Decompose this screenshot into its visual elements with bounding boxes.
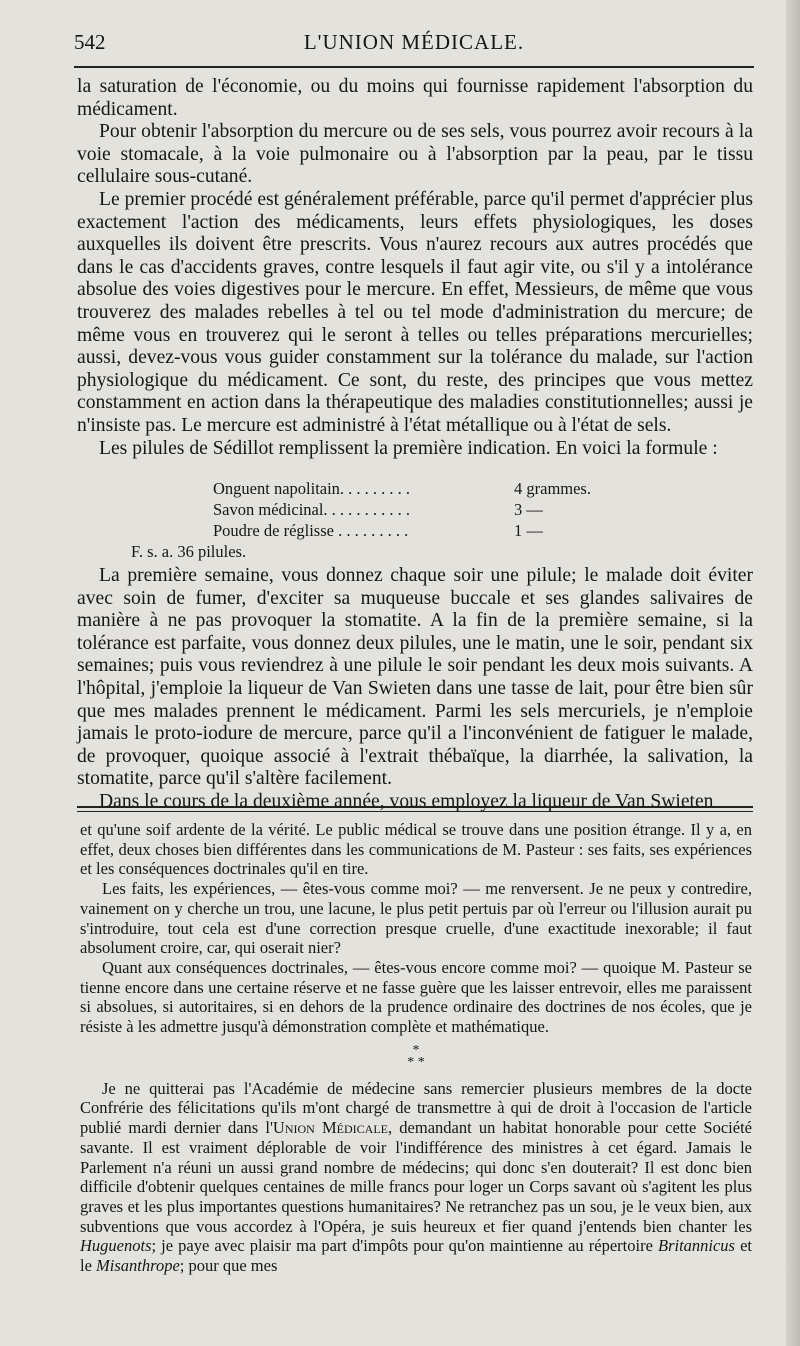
paragraph: la saturation de l'économie, ou du moins qui fournisse rapidement l'absorption du médicament. [77, 76, 753, 120]
formula-quantity: 4 grammes. [514, 479, 591, 498]
formula-quantity: 3 — [514, 500, 543, 519]
header-rule [74, 66, 754, 68]
paragraph: Pour obtenir l'absorption du mercure ou de ses sels, vous pourrez avoir recours à la voie stomacale, à la voie pulmonaire ou à l'absorption par la peau, par le tissu cellulaire sous-cutané. [77, 121, 753, 188]
formula-footer: F. s. a. 36 pilules. [131, 542, 247, 561]
work-title: Misanthrope [96, 1256, 180, 1276]
journal-name: Union Médicale [272, 1118, 388, 1138]
paragraph: Le premier procédé est généralement préférable, parce qu'il permet d'apprécier plus exactement l'action des médicaments, leurs effets physiologiques, les doses auxquelles ils doivent être prescrits. Vous n'aurez recours aux autres procédés que dans le cas d'accidents graves, contre lesquels il faut agir vite, ou s'il y a intolérance absolue des voies digestives pour le mercure. En effet, Messieurs, de même que vous trouverez des malades rebelles à tel ou tel mode d'administration du mercure; de même vous en trouverez qui le seront à telles ou telles préparations mercurielles; aussi, devez-vous vous guider constamment sur la tolérance du malade, sur l'action physiologique du médicament. Ce sont, du reste, des principes que vous mettez constamment en action dans la thérapeutique des maladies constitutionnelles; aussi je n'insiste pas. Le mercure est administré à l'état métallique ou à l'état de sels. [77, 188, 753, 436]
formula-ingredient: Onguent napolitain. . . . . . . . . [213, 479, 411, 498]
page-header [74, 30, 754, 60]
main-text [77, 76, 753, 460]
feuilleton-text [80, 820, 752, 1276]
work-title: Britannicus [657, 1236, 735, 1256]
feuilleton-separator [77, 806, 753, 812]
formula-quantity: 1 — [514, 521, 543, 540]
paragraph: et qu'une soif ardente de la vérité. Le public médical se trouve dans une position étrange. Il y a, en effet, deux choses bien différentes dans les communications de M. Pasteur : ses faits, ses expériences et les conséquences doctrinales qu'il en tire. [80, 820, 752, 879]
formula-ingredient: Poudre de réglisse . . . . . . . . . [213, 521, 409, 540]
main-text-continued [77, 565, 753, 814]
paragraph: La première semaine, vous donnez chaque soir une pilule; le malade doit éviter avec soin de fumer, d'exciter sa muqueuse buccale et ses glandes salivaires de manière à ne pas provoquer la stomatite. A la fin de la première semaine, si la tolérance est parfaite, vous donnez deux pilules, une le matin, une le soir, pendant six semaines; puis vous reviendrez à une pilule le soir pendant les deux mois suivants. A l'hôpital, j'emploie la liqueur de Van Swieten dans une tasse de lait, pour être bien sûr que mes malades prennent le médicament. Parmi les sels mercuriels, je n'emploie jamais le proto-iodure de mercure, parce qu'il a l'inconvénient de fatiguer le malade, de provoquer, quoique associé à l'extrait thébaïque, la diarrhée, la salivation, la stomatite, parce qu'il s'altère facilement. [77, 565, 753, 790]
paragraph: Les faits, les expériences, — êtes-vous comme moi? — me renversent. Je ne peux y contredire, vainement on y cherche un trou, une lacune, le plus petit pertuis par où l'erreur ou l'illusion aurait pu s'introduire, tout cela est d'une correction presque cruelle, d'une exactitude inexorable; il faut absolument croire, car, qui oserait nier? [80, 879, 752, 958]
asterism: * * * [407, 1042, 425, 1070]
paragraph: Quant aux conséquences doctrinales, — êtes-vous encore comme moi? — quoique M. Pasteur se tienne encore dans une certaine réserve et ne fasse guère que les laisser entrevoir, elles me paraissent si absolues, si autoritaires, si en dehors de la prudence ordinaire des doctrines de nos écoles, que je résiste à les admettre jusqu'à démonstration complète et mathématique. [80, 957, 752, 1037]
page-edge [786, 0, 800, 1346]
paragraph: Dans le cours de la deuxième année, vous employez la liqueur de Van Swieten [99, 790, 714, 812]
paragraph: Les pilules de Sédillot remplissent la première indication. En voici la formule : [99, 437, 718, 459]
formula-ingredient: Savon médicinal. . . . . . . . . . . [213, 500, 411, 519]
paragraph: Je ne quitterai pas l'Académie de médecine sans remercier plusieurs membres de la docte Confrérie des félicitations qu'ils m'ont chargé de transmettre à qui de droit à l'occasion de l'article publié mardi dernier dans l'Union Médicale, demandant un habitat honorable pour cette Société savante. Il est vraiment déplorable de voir l'indifférence des ministres à cet égard. Jamais le Parlement n'a réuni un aussi grand nombre de médecins; qui donc s'en douterait? Il est donc bien difficile d'obtenir quelques centaines de mille francs pour loger un Corps savant où s'agitent les plus graves et les plus importantes questions humanitaires? Ne retranchez pas un sou, je le veux bien, aux subventions que vous accordez à l'Opéra, je suis heureux et fier quand j'entends bien chanter les Huguenots; je paye avec plaisir ma part d'impôts pour qu'on maintienne au répertoire Britannicus et le Misanthrope; pour que mes [80, 1078, 752, 1276]
page-number: 542 [74, 30, 106, 54]
work-title: Huguenots [80, 1236, 152, 1256]
running-title: L'UNION MÉDICALE. [303, 30, 525, 54]
